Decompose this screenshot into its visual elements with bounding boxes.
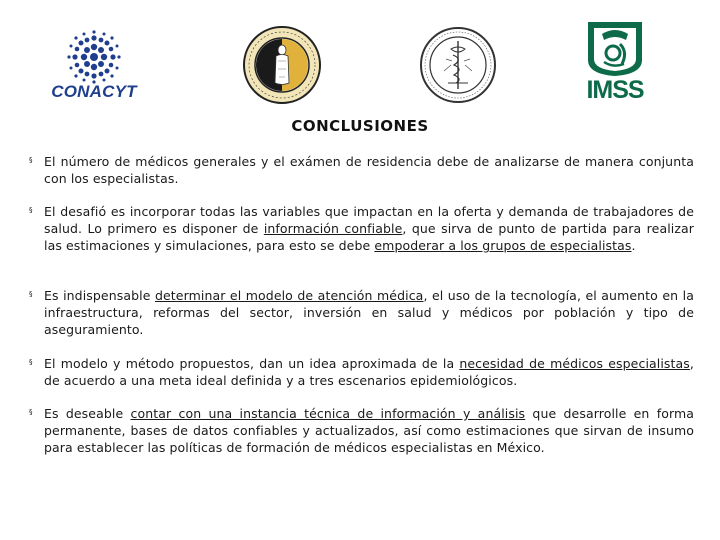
emphasized-text: contar con una instancia técnica de información y análisis: [130, 406, 526, 421]
emphasized-text: empoderar a los grupos de especialistas: [374, 238, 632, 253]
bullet-icon: §: [29, 156, 33, 164]
text-segment: Es deseable: [44, 406, 131, 421]
imss-wordmark: IMSS: [586, 76, 644, 104]
text-segment: El número de médicos generales y el exámen de residencia debe de analizarse de manera conjunta con los especialistas.: [44, 154, 694, 186]
emphasized-text: información confiable: [263, 221, 403, 236]
conclusion-text: [44, 405, 694, 456]
emphasized-text: necesidad de médicos especialistas: [459, 356, 690, 371]
conclusion-text: [44, 153, 694, 187]
page-title: CONCLUSIONES: [291, 117, 429, 135]
text-segment: , que sirva de punto de partida para realizar las estimaciones y simulaciones, para esto se debe: [44, 221, 695, 253]
text-segment: , el uso de la tecnología, el aumento en la infraestructura, reformas del sector, inversión en salud y médicos por población y tipo de aseguramiento.: [44, 288, 694, 337]
list-item: [44, 287, 694, 338]
text-segment: .: [631, 238, 636, 253]
text-segment: Es indispensable: [44, 288, 155, 303]
conclusion-text: [44, 355, 694, 389]
bullet-icon: §: [29, 408, 33, 416]
bullet-icon: §: [29, 206, 33, 214]
bullet-icon: §: [29, 358, 33, 366]
text-segment: que desarrolle en forma permanente, bases de datos confiables y actualizados, así como estimaciones que sirvan de insumo para establecer las políticas de formación de médicos especialistas en México.: [44, 406, 695, 455]
list-item: [44, 203, 694, 254]
emphasized-text: determinar el modelo de atención médica: [154, 288, 424, 303]
list-item: [44, 355, 694, 389]
text-segment: , de acuerdo a una meta ideal definida y a tres escenarios epidemiológicos.: [44, 356, 694, 388]
conacyt-wordmark: CONACYT: [51, 82, 137, 101]
list-item: [44, 405, 694, 456]
text-segment: El desafió es incorporar todas las variables que impactan en la oferta y demanda de trabajadores de salud. Lo primero es disponer de: [44, 204, 694, 236]
conclusion-text: [44, 287, 694, 338]
list-item: [44, 153, 694, 187]
text-segment: El modelo y método propuestos, dan un idea aproximada de la: [44, 356, 460, 371]
bullet-icon: §: [29, 290, 33, 298]
conclusion-text: [44, 203, 694, 254]
